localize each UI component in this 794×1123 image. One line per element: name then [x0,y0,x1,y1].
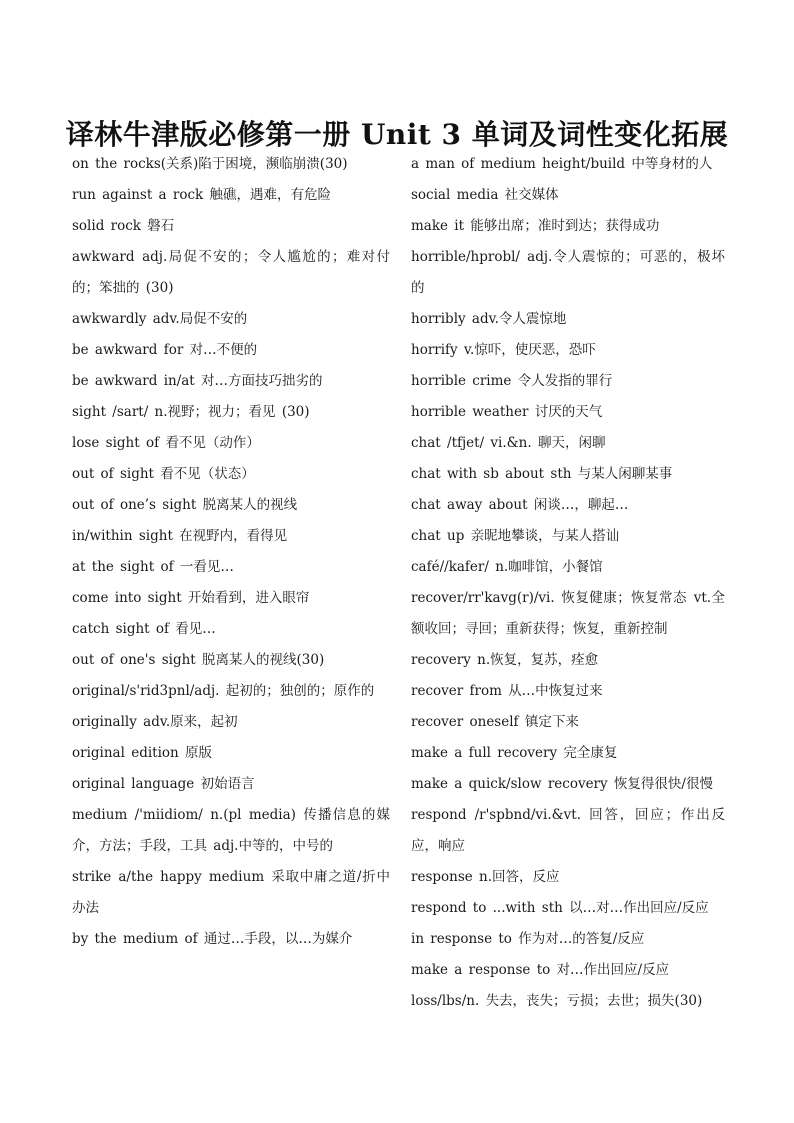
vocab-entry: at the sight of 一看见… [72,559,234,575]
vocab-entry: a man of medium height/build 中等身材的人 [411,156,713,172]
vocab-entry: respond to ...with sth 以…对…作出回应/反应 [411,900,709,916]
vocab-entry: make a quick/slow recovery 恢复得很快/很慢 [411,776,713,792]
vocab-entry: run against a rock 触礁，遇难，有危险 [72,187,331,203]
vocab-entry: horribly adv.令人震惊地 [411,311,567,327]
vocab-entry: recover/rr'kavg(r)/vi. 恢复健康；恢复常态 vt.全额收回；寻回；重新获得；恢复，重新控制 [411,590,725,637]
vocab-entry: out of one’s sight 脱离某人的视线 [72,497,298,513]
vocab-entry: recover from 从…中恢复过来 [411,683,603,699]
vocab-entry: catch sight of 看见… [72,621,216,637]
vocab-entry: café//kafer/ n.咖啡馆，小餐馆 [411,559,603,575]
vocab-entry: be awkward in/at 对…方面技巧拙劣的 [72,373,323,389]
vocab-entry: be awkward for 对…不便的 [72,342,258,358]
vocab-entry: originally adv.原来，起初 [72,714,238,730]
vocab-entry: sight /sart/ n.视野；视力；看见 (30) [72,404,310,420]
vocab-entry: horrible/hprobl/ adj.令人震惊的；可恶的，极坏的 [411,249,725,296]
vocab-column-left [72,149,390,955]
vocab-entry: out of one's sight 脱离某人的视线(30) [72,652,325,668]
vocab-entry: out of sight 看不见（状态） [72,466,255,482]
vocab-entry: horrible weather 讨厌的天气 [411,404,603,420]
vocab-entry: chat with sb about sth 与某人闲聊某事 [411,466,673,482]
vocab-entry: original/s'rid3pnl/adj. 起初的；独创的；原作的 [72,683,375,699]
vocab-entry: original language 初始语言 [72,776,255,792]
vocab-entry: medium /'miidiom/ n.(pl media) 传播信息的媒介，方法；手段，工具 adj.中等的，中号的 [72,807,390,854]
vocab-entry: social media 社交媒体 [411,187,559,203]
vocab-entry: on the rocks(关系)陷于困境，濒临崩溃(30) [72,156,348,172]
vocab-entry: chat /tfjet/ vi.&n. 聊天，闲聊 [411,435,606,451]
vocab-entry: chat away about 闲谈…，聊起… [411,497,629,513]
vocab-entry: awkward adj.局促不安的；令人尴尬的；难对付的；笨拙的 (30) [72,249,390,296]
vocab-entry: come into sight 开始看到，进入眼帘 [72,590,310,606]
vocab-entry: strike a/the happy medium 采取中庸之道/折中办法 [72,869,390,916]
vocab-entry: chat up 亲昵地攀谈，与某人搭讪 [411,528,620,544]
vocab-entry: in/within sight 在视野内，看得见 [72,528,288,544]
vocab-entry: by the medium of 通过…手段，以…为媒介 [72,931,353,947]
vocab-entry: make a response to 对…作出回应/反应 [411,962,670,978]
vocab-entry: solid rock 磐石 [72,218,175,234]
vocab-entry: respond /r'spbnd/vi.&vt. 回答，回应；作出反应，响应 [411,807,725,854]
vocab-entry: make it 能够出席；准时到达；获得成功 [411,218,660,234]
vocab-entry: loss/lbs/n. 失去，丧失；亏损；去世；损失(30) [411,993,703,1009]
vocab-entry: horrible crime 令人发指的罪行 [411,373,613,389]
vocab-entry: original edition 原版 [72,745,213,761]
vocab-entry: recovery n.恢复，复苏，痊愈 [411,652,599,668]
vocab-column-right [411,149,725,1017]
vocab-entry: recover oneself 镇定下来 [411,714,579,730]
vocab-entry: lose sight of 看不见（动作） [72,435,260,451]
vocab-entry: make a full recovery 完全康复 [411,745,618,761]
vocab-entry: awkwardly adv.局促不安的 [72,311,248,327]
vocab-entry: in response to 作为对…的答复/反应 [411,931,645,947]
vocab-entry: horrify v.惊吓，使厌恶，恐吓 [411,342,596,358]
page-title: 译林牛津版必修第一册 Unit 3 单词及词性变化拓展 [65,117,729,151]
vocab-entry: response n.回答，反应 [411,869,560,885]
